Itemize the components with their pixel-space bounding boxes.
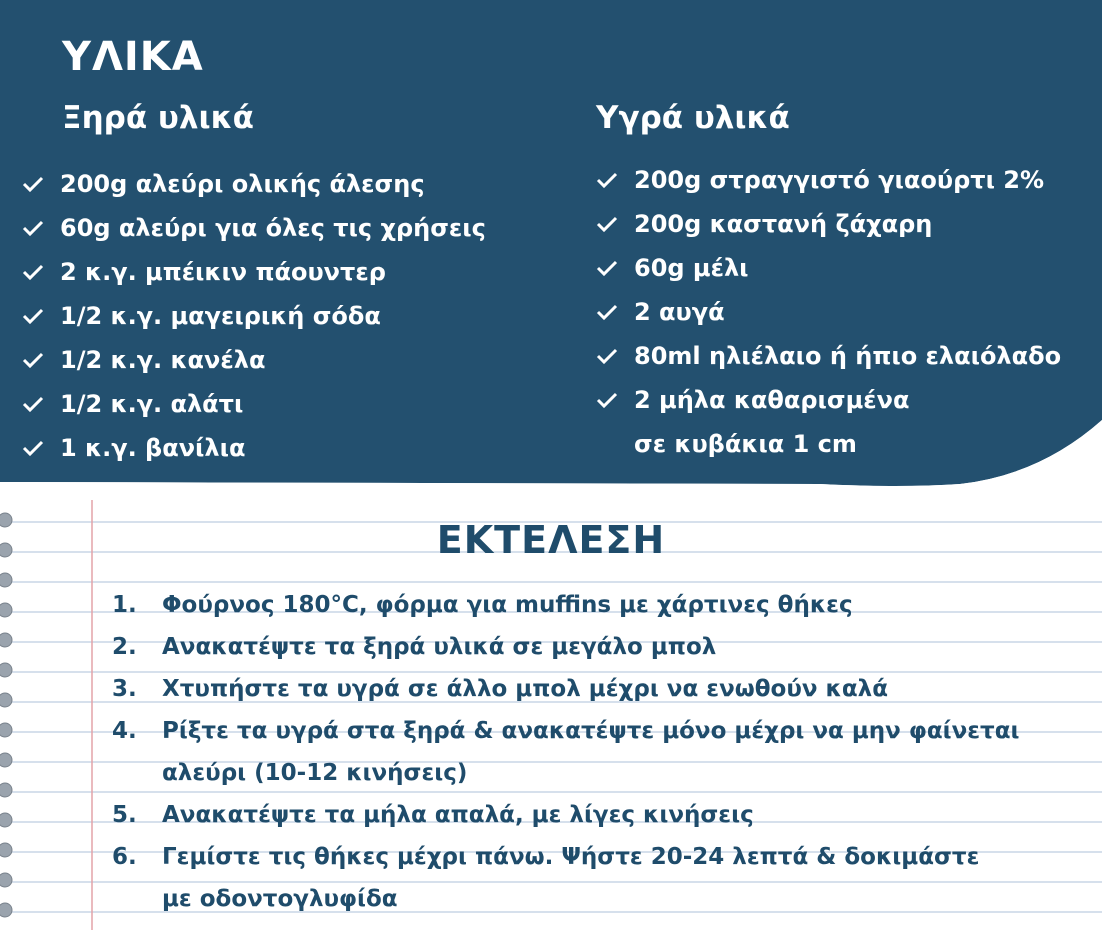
check-icon xyxy=(22,219,44,237)
step-text: Γεμίστε τις θήκες μέχρι πάνω. Ψήστε 20-24 λεπτά & δοκιμάστε xyxy=(162,844,980,870)
step-text: Φούρνος 180°C, φόρμα για muffins με χάρτινες θήκες xyxy=(162,592,853,618)
check-icon xyxy=(596,391,618,409)
ingredients-panel: ΥΛΙΚΑ Ξηρά υλικά Υγρά υλικά 200g αλεύρι ολικής άλεσης 60g αλεύρι για όλες τις χρήσεις 2 κ.γ. μπέικιν πάουντερ 1/2 κ.γ. μαγειρική σόδα 1/2 κ.γ. κανέλα 1/2 κ.γ. αλάτι 1 κ.γ. βανίλια 200g στραγγιστό γιαούρτι 2% 200g καστανή ζάχαρη 60g μέλι 2 αυγά 80ml ηλιέλαιο ή ήπιο ελαιόλαδο 2 μήλα καθαρισμένα σε κυβάκια 1 cm xyxy=(0,0,1102,500)
step-continuation: αλεύρι (10-12 κινήσεις) xyxy=(162,760,468,786)
wet-ingredients-title: Υγρά υλικά xyxy=(596,100,790,136)
step-number: 3. xyxy=(112,676,137,702)
check-icon xyxy=(596,259,618,277)
step-continuation: με οδοντογλυφίδα xyxy=(162,886,398,912)
check-icon xyxy=(22,351,44,369)
check-icon xyxy=(596,303,618,321)
check-icon xyxy=(596,347,618,365)
check-icon xyxy=(22,395,44,413)
step-text: Ανακατέψτε τα μήλα απαλά, με λίγες κινήσεις xyxy=(162,802,754,828)
step-text: Χτυπήστε τα υγρά σε άλλο μπολ μέχρι να ενωθούν καλά xyxy=(162,676,889,702)
check-icon xyxy=(22,263,44,281)
check-icon xyxy=(22,307,44,325)
step-text: Ανακατέψτε τα ξηρά υλικά σε μεγάλο μπολ xyxy=(162,634,717,660)
check-icon xyxy=(596,171,618,189)
check-icon xyxy=(596,215,618,233)
step-number: 5. xyxy=(112,802,137,828)
check-icon xyxy=(22,439,44,457)
spiral-ring-icon xyxy=(0,513,12,917)
check-icon xyxy=(22,175,44,193)
list-item-continuation: σε κυβάκια 1 cm xyxy=(634,430,857,458)
step-number: 4. xyxy=(112,718,137,744)
step-number: 6. xyxy=(112,844,137,870)
step-number: 2. xyxy=(112,634,137,660)
ingredients-title: ΥΛΙΚΑ xyxy=(62,34,204,80)
step-number: 1. xyxy=(112,592,137,618)
step-text: Ρίξτε τα υγρά στα ξηρά & ανακατέψτε μόνο μέχρι να μην φαίνεται xyxy=(162,718,1020,744)
dry-ingredients-title: Ξηρά υλικά xyxy=(62,100,254,136)
method-title: ΕΚΤΕΛΕΣΗ xyxy=(436,518,666,562)
